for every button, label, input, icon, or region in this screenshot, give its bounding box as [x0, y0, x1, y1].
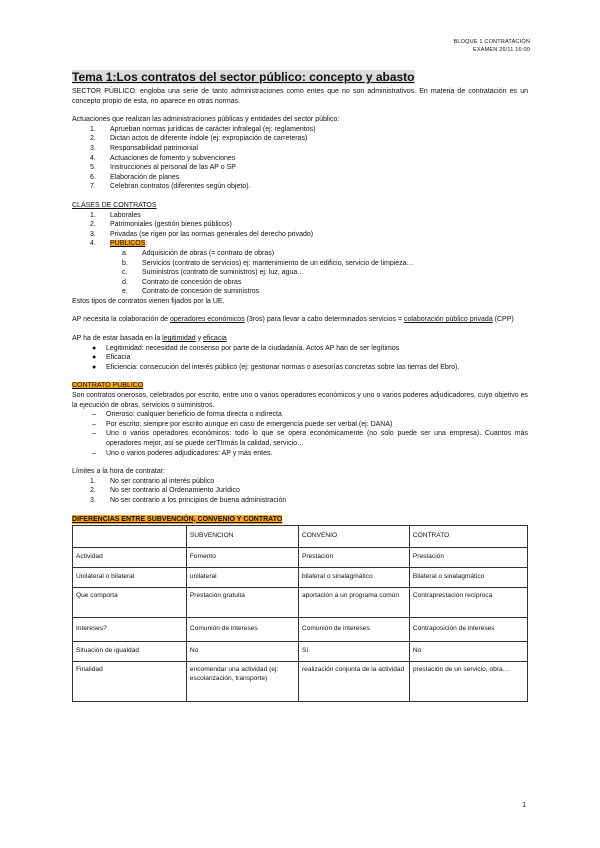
list-item: – Uno o varios operadores económicos: todo lo que se opera económicamente (no solo puede ser una empresa). Cuantos más operadores mejor, así se puede cerTIrmás la calidad, servicio… — [92, 430, 528, 447]
list-item: 1. No ser contrario al interés público — [90, 477, 215, 485]
list-item: ● Eficiencia: consecución del interés público (ej: gestionar normas o asesorías concretas sobre las tierras del Ebro). — [92, 363, 460, 371]
publicos-highlight: PÚBLICOS — [110, 240, 146, 248]
list-item: 1. Laborales — [90, 211, 141, 219]
list-item: 2. Dictan actos de diferente índole (ej: expropiación de carreteras) — [90, 135, 308, 143]
legitimidad-list — [72, 344, 528, 373]
list-item: 4. PÚBLICOS: — [90, 240, 148, 248]
list-item: 4. Actuaciones de fomento y subvenciones — [90, 154, 236, 162]
contrato-publico-text: Son contratos onerosos, celebrados por escrito, entre uno o varios operadores económicos y uno o varios poderes adjudicadores, cuyo objetivo es la ejecución de obras, servicios o suministros. — [72, 392, 528, 409]
actuaciones-lead: Actuaciones que realizan las administraciones públicas y entidades del sector público: — [72, 116, 340, 124]
intro-paragraph: SECTOR PÚBLICO: engloba una serie de tanto administraciones como entes que no son administrativos. En materia de contratación es un concepto propio de esta, no aparece en otras normas. — [72, 88, 528, 105]
list-item: ● Legitimidad: necesidad de consenso por parte de la ciudadanía. Actos AP han de ser legítimos — [92, 344, 400, 352]
list-item: – Por escrito: siempre por escrito aunque en caso de emergencia puede ser verbal (ej: DANA) — [92, 420, 393, 428]
page-number: 1 — [522, 802, 526, 809]
list-item: 1. Aprueban normas jurídicas de carácter infralegal (ej: reglamentos) — [90, 125, 316, 133]
list-item: 3. Responsabilidad patrimonial — [90, 144, 198, 152]
table-row: Actividad Fomento Prestación Prestación — [73, 548, 528, 568]
header-line-2: EXAMEN 26/11 16:00 — [472, 47, 530, 53]
table-row: Situación de igualdad No Sí No — [73, 642, 528, 662]
list-item: 7. Celebran contratos (diferentes según objeto). — [90, 183, 251, 191]
page-content — [72, 70, 528, 702]
differences-table — [72, 525, 528, 702]
table-row: Que comporta Prestación gratuita aportación a un programa común Contraprestación recíproca — [73, 588, 528, 618]
sub-list-item: e. Contrato de concesión de suministros — [122, 288, 260, 296]
list-item: 5. Instrucciones al personal de las AP o SP — [90, 164, 236, 172]
page-title — [72, 70, 528, 84]
legitimidad-lead: AP ha de estar basada en la legitimidad y eficacia — [72, 335, 227, 343]
sub-list-item: c. Suministros (contrato de suministros) ej: luz, agua… — [122, 269, 305, 277]
clases-footer: Estos tipos de contratos vienen fijados por la UE. — [72, 297, 225, 305]
table-header-row: SUBVENCION CONVENIO CONTRATO — [73, 526, 528, 548]
limites-list — [72, 477, 528, 506]
clases-heading: CLASES DE CONTRATOS — [72, 201, 157, 209]
list-item: 3. Privadas (se rigen por las normas generales del derecho privado) — [90, 230, 314, 238]
table-row: Intereses? Comunión de intereses Comunión de intereses Contraposición de intereses — [73, 618, 528, 642]
header-line-1: BLOQUE 1 CONTRATACIÓN — [453, 39, 530, 45]
page-title-text: Tema 1:Los contratos del sector público: concepto y abasto — [72, 70, 415, 84]
list-item: 3. No ser contrario a los principios de buena administración — [90, 496, 287, 504]
table-row: Unilateral o bilateral unilateral bilateral o sinalagmático Bilateral o sinalagmático — [73, 568, 528, 588]
clases-list — [72, 211, 528, 297]
contrato-publico-list — [72, 410, 528, 458]
sub-list-item: a. Adquisición de obras (= contrato de obras) — [122, 249, 275, 257]
sub-list-item: d. Contrato de concesión de obras — [122, 278, 242, 286]
actuaciones-list — [72, 125, 528, 192]
list-item: – Uno o varios poderes adjudicadores: AP y más entes. — [92, 449, 273, 457]
page-header — [454, 38, 530, 54]
cpp-link: colaboración público privada — [403, 316, 493, 324]
list-item: 6. Elaboración de planes — [90, 173, 180, 181]
table-row: Finalidad encomendar una actividad (ej: escolarización, transporte) realización conjunta de la actividad prestación de un servicio, obra… — [73, 662, 528, 702]
list-item: – Oneroso: cualquier beneficio de forma directa o indirecta — [92, 411, 282, 419]
limites-lead: Límites a la hora de contratar: — [72, 468, 165, 476]
table-title: DIFERENCIAS ENTRE SUBVENCIÓN, CONVENIO Y CONTRATO — [72, 515, 283, 523]
contrato-publico-heading: CONTRATO PÚBLICO — [72, 382, 144, 390]
ap-colaboracion-paragraph: AP necesita la colaboración de operadores económicos (3ros) para llevar a cabo determinados servicios = colaboración público privada (CPP) — [72, 316, 514, 324]
sub-list-item: b. Servicios (contrato de servicios) ej: mantenimiento de un edificio, servicio de limpieza… — [122, 259, 414, 267]
operadores-link: operadores económicos — [169, 316, 245, 324]
list-item: 2. No ser contrario al Ordenamiento Jurídico — [90, 487, 240, 495]
list-item: ● Eficacia — [92, 354, 131, 362]
list-item: 2. Patrimoniales (gestión bienes públicos) — [90, 221, 232, 229]
